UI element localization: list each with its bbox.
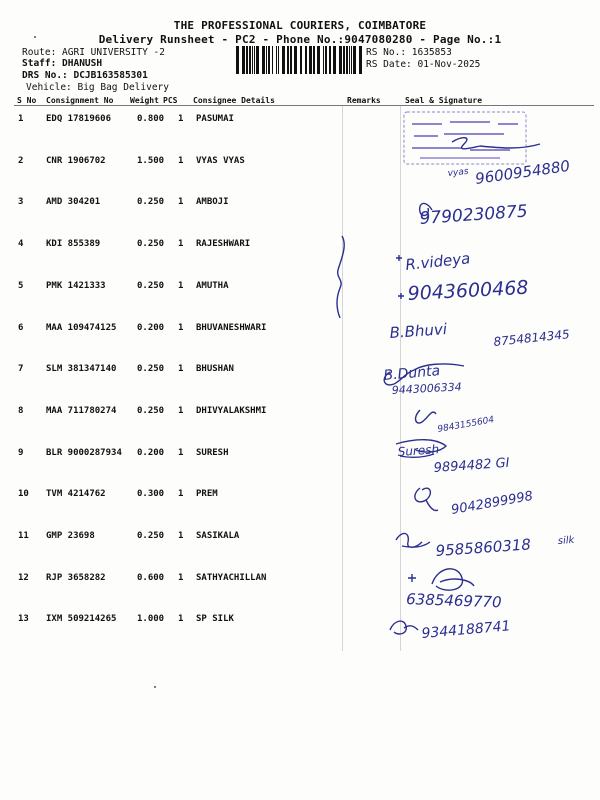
handwritten-phone-sasikala: 9585860318 bbox=[435, 535, 532, 560]
row-weight: 1.500 bbox=[137, 156, 165, 166]
row-weight: 0.250 bbox=[137, 531, 165, 541]
signature-prem-scribble bbox=[415, 488, 438, 511]
row-weight: 0.200 bbox=[137, 323, 165, 333]
handwritten-phone-bhuvi: 8754814345 bbox=[492, 327, 571, 349]
col-pcs: PCS bbox=[163, 96, 178, 105]
signature-vyas-scribble bbox=[452, 138, 540, 149]
handwritten-phone-suresh: 9894482 GI bbox=[433, 455, 511, 476]
handwritten-vyas: vyas bbox=[447, 166, 470, 179]
row-consignee: SASIKALA bbox=[196, 531, 240, 541]
handwritten-phone-bhushan: 9443006334 bbox=[391, 380, 463, 397]
row-pcs: 1 bbox=[178, 448, 184, 458]
row-sno: 1 bbox=[18, 114, 24, 124]
row-consignment-no: SLM 381347140 bbox=[46, 364, 117, 374]
rs-number: RS No.: 1635853 bbox=[366, 47, 452, 58]
row-pcs: 1 bbox=[178, 573, 184, 583]
row-weight: 0.200 bbox=[137, 448, 165, 458]
row-consignment-no: BLR 9000287934 bbox=[46, 448, 122, 458]
col-seal-signature: Seal & Signature bbox=[405, 96, 483, 105]
row-consignment-no: CNR 1906702 bbox=[46, 156, 106, 166]
vehicle-label: Vehicle: Big Bag Delivery bbox=[26, 82, 169, 93]
row-pcs: 1 bbox=[178, 489, 184, 499]
bracket-mark bbox=[337, 236, 344, 318]
row-sno: 11 bbox=[18, 531, 29, 541]
row-consignee: VYAS VYAS bbox=[196, 156, 245, 166]
col-consignee: Consignee Details bbox=[193, 96, 275, 105]
row-pcs: 1 bbox=[178, 406, 184, 416]
row-sno: 5 bbox=[18, 281, 24, 291]
row-sno: 9 bbox=[18, 448, 24, 458]
rs-date: RS Date: 01-Nov-2025 bbox=[366, 59, 481, 70]
row-weight: 0.250 bbox=[137, 406, 165, 416]
handwritten-phone-rvideya: 9043600468 bbox=[407, 276, 529, 305]
row-consignee: PASUMAI bbox=[196, 114, 234, 124]
handwritten-silk-note: silk bbox=[557, 534, 575, 547]
row-consignment-no: PMK 1421333 bbox=[46, 281, 106, 291]
row-pcs: 1 bbox=[178, 156, 184, 166]
row-pcs: 1 bbox=[178, 364, 184, 374]
handwritten-phone-prem: 9042899998 bbox=[450, 488, 535, 518]
col-sno: S No bbox=[17, 96, 37, 105]
row-weight: 0.250 bbox=[137, 364, 165, 374]
row-pcs: 1 bbox=[178, 281, 184, 291]
stray-mark bbox=[154, 686, 156, 688]
handwritten-rvideya: R.videya bbox=[404, 249, 472, 274]
col-remarks: Remarks bbox=[347, 96, 381, 105]
row-consignee: DHIVYALAKSHMI bbox=[196, 406, 267, 416]
row-consignee: SP SILK bbox=[196, 614, 234, 624]
row-consignee: SURESH bbox=[196, 448, 229, 458]
col-consignment: Consignment No bbox=[46, 96, 114, 105]
row-consignee: BHUSHAN bbox=[196, 364, 234, 374]
row-sno: 8 bbox=[18, 406, 24, 416]
row-consignment-no: AMD 304201 bbox=[46, 197, 101, 207]
row-sno: 12 bbox=[18, 573, 29, 583]
row-pcs: 1 bbox=[178, 114, 184, 124]
row-weight: 1.000 bbox=[137, 614, 165, 624]
row-consignment-no: KDI 855389 bbox=[46, 239, 101, 249]
row-sno: 3 bbox=[18, 197, 24, 207]
handwritten-suresh: Suresh bbox=[397, 442, 440, 459]
row-sno: 7 bbox=[18, 364, 24, 374]
row-weight: 0.250 bbox=[137, 197, 165, 207]
handwritten-phone-spsilk: 9344188741 bbox=[420, 618, 512, 642]
row-consignee: SATHYACHILLAN bbox=[196, 573, 267, 583]
row-weight: 0.250 bbox=[137, 239, 165, 249]
row-consignment-no: TVM 4214762 bbox=[46, 489, 106, 499]
signature-spsilk-scribble bbox=[390, 621, 418, 634]
row-weight: 0.800 bbox=[137, 114, 165, 124]
row-consignee: RAJESHWARI bbox=[196, 239, 251, 249]
row-pcs: 1 bbox=[178, 197, 184, 207]
route-label: Route: AGRI UNIVERSITY -2 bbox=[22, 47, 165, 58]
row-weight: 0.300 bbox=[137, 489, 165, 499]
company-title: THE PROFESSIONAL COURIERS, COIMBATORE bbox=[173, 19, 427, 32]
row-consignee: BHUVANESHWARI bbox=[196, 323, 267, 333]
runsheet-subtitle: Delivery Runsheet - PC2 - Phone No.:9047080280 - Page No.:1 bbox=[98, 33, 502, 46]
row-pcs: 1 bbox=[178, 531, 184, 541]
row-consignment-no: MAA 109474125 bbox=[46, 323, 117, 333]
row-pcs: 1 bbox=[178, 323, 184, 333]
signature-sasikala-scribble bbox=[396, 533, 430, 547]
handwritten-phone-dhivya: 9843155604 bbox=[436, 415, 495, 435]
row-sno: 13 bbox=[18, 614, 29, 624]
handwritten-phone-rjp: 6385469770 bbox=[405, 590, 502, 612]
row-consignee: AMBOJI bbox=[196, 197, 229, 207]
row-sno: 10 bbox=[18, 489, 29, 499]
handwritten-bhuvi: B.Bhuvi bbox=[389, 320, 448, 342]
row-consignee: PREM bbox=[196, 489, 218, 499]
row-weight: 0.250 bbox=[137, 281, 165, 291]
row-sno: 4 bbox=[18, 239, 24, 249]
signature-rjp-scribble bbox=[408, 569, 474, 590]
row-consignment-no: MAA 711780274 bbox=[46, 406, 117, 416]
col-weight: Weight bbox=[130, 96, 159, 105]
handwritten-phone-amboji: 9790230875 bbox=[418, 201, 529, 229]
row-weight: 0.600 bbox=[137, 573, 165, 583]
plus-marks bbox=[396, 255, 404, 299]
row-sno: 6 bbox=[18, 323, 24, 333]
row-consignment-no: RJP 3658282 bbox=[46, 573, 106, 583]
row-consignee: AMUTHA bbox=[196, 281, 229, 291]
handwritten-bdunta: B.Dunta bbox=[382, 363, 441, 384]
signature-dhivya-scribble bbox=[416, 410, 436, 423]
row-consignment-no: GMP 23698 bbox=[46, 531, 95, 541]
handwritten-phone-vyas: 9600954880 bbox=[474, 156, 572, 188]
row-sno: 2 bbox=[18, 156, 24, 166]
row-consignment-no: EDQ 17819606 bbox=[46, 114, 112, 124]
row-pcs: 1 bbox=[178, 239, 184, 249]
row-pcs: 1 bbox=[178, 614, 184, 624]
staff-label: Staff: DHANUSH bbox=[22, 58, 103, 69]
drs-number: DRS No.: DCJB163585301 bbox=[22, 70, 148, 81]
row-consignment-no: IXM 509214265 bbox=[46, 614, 117, 624]
